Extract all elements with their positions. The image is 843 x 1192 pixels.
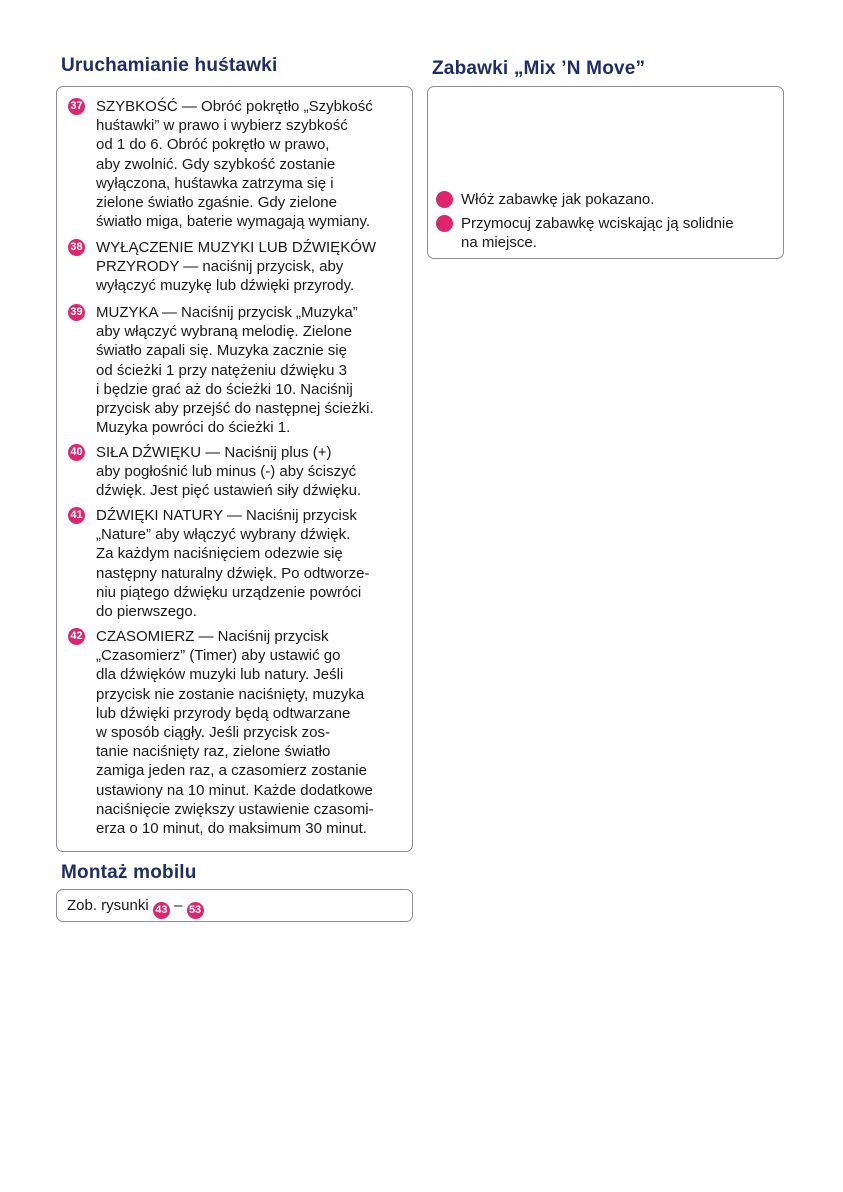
instruction-text: SZYBKOŚĆ — Obróć pokrętło „Szybkość huśtawki” w prawo i wybierz szybkość od 1 do 6. Obróć pokrętło w prawo, aby zwolnić. Gdy szybkość zostanie wyłączona, huśtawka zatrzyma się i zielone światło zgaśnie. Gdy zielone światło miga, baterie wymagają wymiany. <box>96 98 373 231</box>
step-number-badge: 38 <box>68 239 85 256</box>
section-heading-mix-n-move-toys: Zabawki „Mix ’N Move” <box>432 58 646 79</box>
step-number-badge <box>436 215 453 232</box>
instruction-text: SIŁA DŹWIĘKU — Naciśnij plus (+) aby pogłośnić lub minus (-) aby ściszyć dźwięk. Jest pięć ustawień siły dźwięku. <box>96 444 362 500</box>
instruction-text: Przymocuj zabawkę wciskając ją solidnie na miejsce. <box>461 215 734 252</box>
section-heading-swing-operation: Uruchamianie huśtawki <box>61 55 278 76</box>
mix-n-move-box <box>427 86 784 259</box>
swing-operation-box <box>56 86 413 852</box>
mobile-assembly-box <box>56 889 413 922</box>
instruction-text: WYŁĄCZENIE MUZYKI LUB DŹWIĘKÓW PRZYRODY — naciśnij przycisk, aby wyłączyć muzykę lub dźwięki przyrody. <box>96 239 377 295</box>
instruction-text: MUZYKA — Naciśnij przycisk „Muzyka” aby włączyć wybraną melodię. Zielone światło zapali się. Muzyka zacznie się od ścieżki 1 przy natężeniu dźwięku 3 i będzie grać aż do ścieżki 10. Naciśnij przycisk aby przejść do następnej ścieżki. Muzyka powróci do ścieżki 1. <box>96 304 374 437</box>
range-dash: – <box>174 897 183 914</box>
step-number-badge: 41 <box>68 507 85 524</box>
mobile-assembly-reference <box>67 896 204 919</box>
reference-prefix: Zob. rysunki <box>67 897 149 914</box>
figure-number-badge-from: 43 <box>153 902 170 919</box>
instruction-text: Włóż zabawkę jak pokazano. <box>461 191 655 208</box>
instruction-text: DŹWIĘKI NATURY — Naciśnij przycisk „Nature” aby włączyć wybrany dźwięk. Za każdym naciśnięciem odezwie się następny naturalny dźwięk. Po odtworze- niu piątego dźwięku urządzenie powróci do pierwszego. <box>96 507 370 621</box>
step-number-badge: 42 <box>68 628 85 645</box>
section-heading-mobile-assembly: Montaż mobilu <box>61 862 197 883</box>
step-number-badge: 37 <box>68 98 85 115</box>
figure-number-badge-to: 53 <box>187 902 204 919</box>
step-number-badge <box>436 191 453 208</box>
step-number-badge: 40 <box>68 444 85 461</box>
step-number-badge: 39 <box>68 304 85 321</box>
instruction-text: CZASOMIERZ — Naciśnij przycisk „Czasomierz” (Timer) aby ustawić go dla dźwięków muzyki lub natury. Jeśli przycisk nie zostanie naciśnięty, muzyka lub dźwięki przyrody będą odtwarzane w sposób ciągły. Jeśli przycisk zos- tanie naciśnięty raz, zielone światło zamiga jeden raz, a czasomierz zostanie ustawiony na 10 minut. Każde dodatkowe naciśnięcie zwiększy ustawienie czasomi- erza o 10 minut, do maksimum 30 minut. <box>96 628 374 838</box>
